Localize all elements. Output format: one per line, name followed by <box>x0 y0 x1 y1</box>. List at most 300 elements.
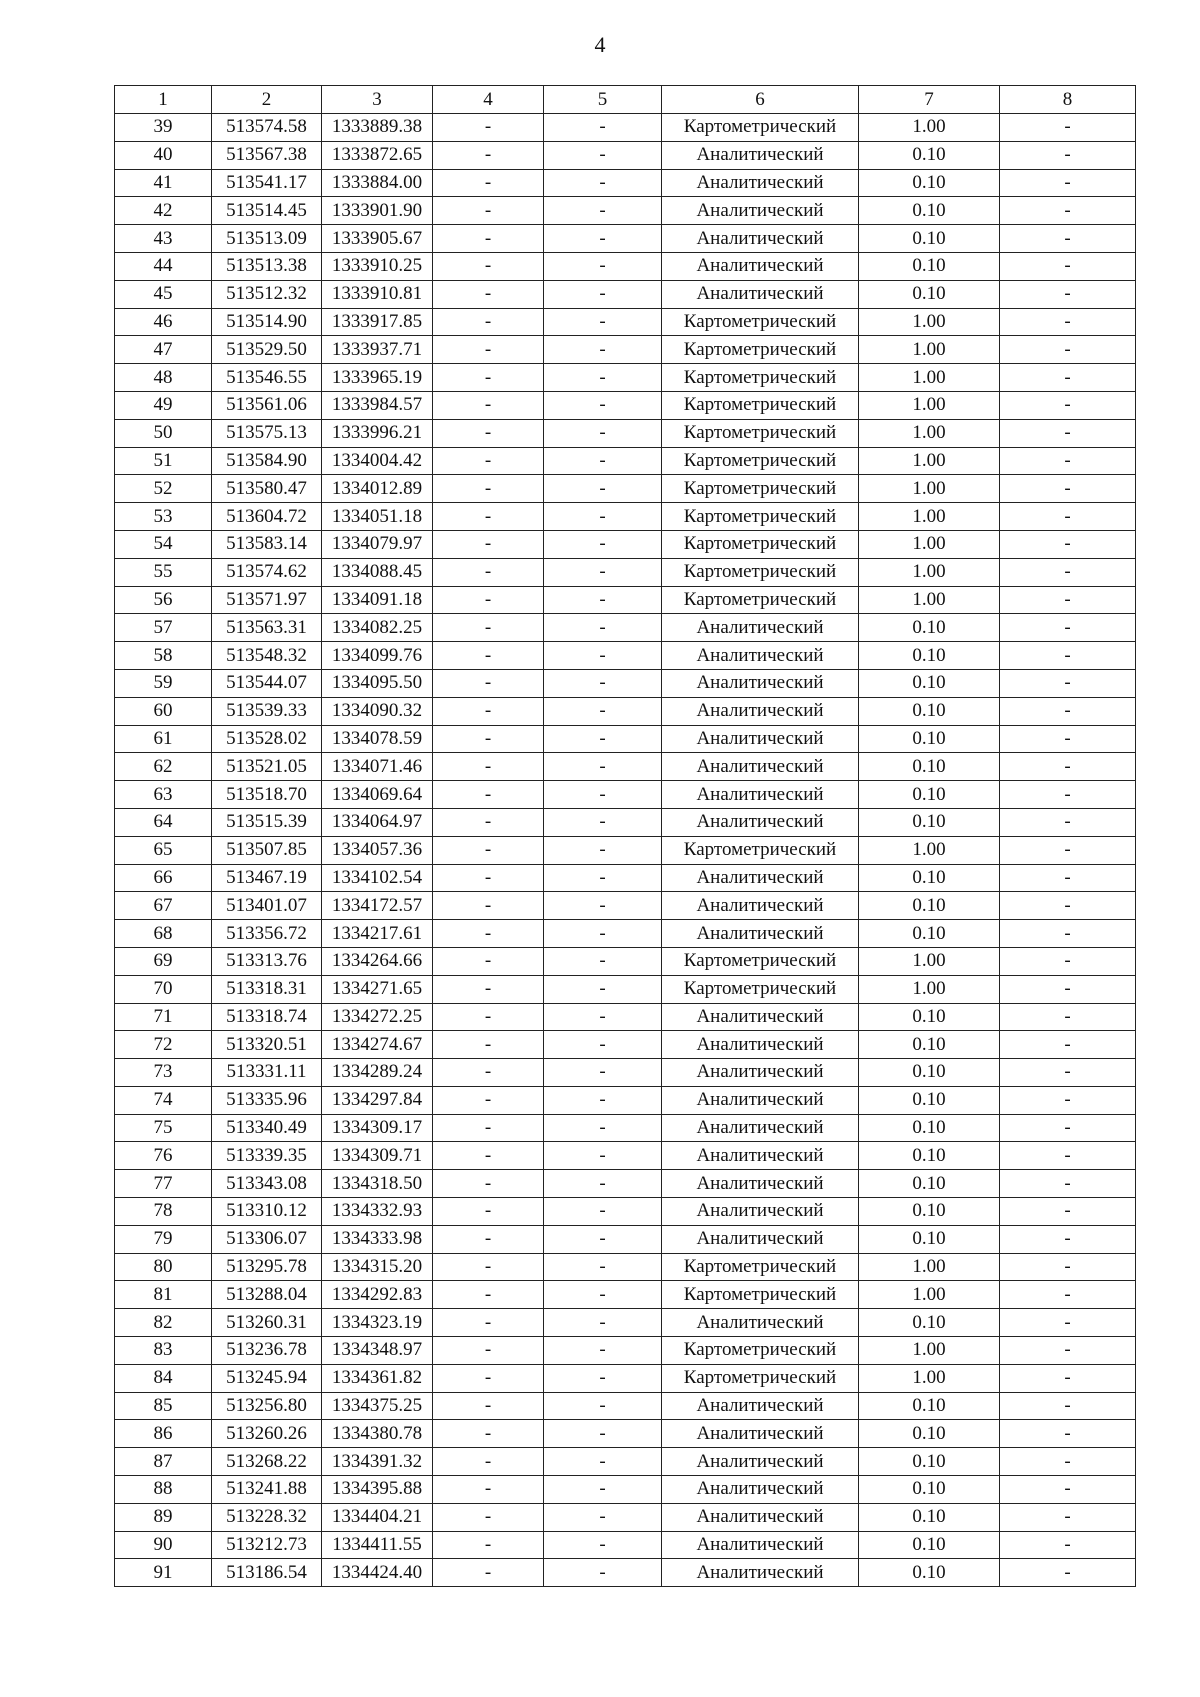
table-row <box>115 836 1136 864</box>
cell-method: Аналитический <box>662 864 859 892</box>
cell-col-4: - <box>433 530 544 558</box>
cell-col-8: - <box>1000 141 1136 169</box>
column-header-2: 2 <box>212 86 322 114</box>
cell-x-coordinate: 513513.09 <box>212 225 322 253</box>
table-row <box>115 725 1136 753</box>
cell-point-number: 51 <box>115 447 212 475</box>
table-row <box>115 808 1136 836</box>
table-row <box>115 1225 1136 1253</box>
cell-method: Аналитический <box>662 225 859 253</box>
cell-col-8: - <box>1000 975 1136 1003</box>
cell-col-8: - <box>1000 169 1136 197</box>
cell-col-4: - <box>433 1337 544 1365</box>
cell-col-5: - <box>544 475 662 503</box>
column-header-5: 5 <box>544 86 662 114</box>
cell-y-coordinate: 1334318.50 <box>322 1170 433 1198</box>
cell-x-coordinate: 513228.32 <box>212 1503 322 1531</box>
cell-y-coordinate: 1334090.32 <box>322 697 433 725</box>
cell-y-coordinate: 1334271.65 <box>322 975 433 1003</box>
cell-method: Картометрический <box>662 530 859 558</box>
cell-precision: 0.10 <box>859 642 1000 670</box>
table-row <box>115 586 1136 614</box>
cell-precision: 0.10 <box>859 892 1000 920</box>
cell-method: Аналитический <box>662 614 859 642</box>
table-row <box>115 947 1136 975</box>
cell-col-5: - <box>544 1337 662 1365</box>
cell-col-4: - <box>433 614 544 642</box>
cell-col-4: - <box>433 1420 544 1448</box>
table-row <box>115 225 1136 253</box>
cell-point-number: 70 <box>115 975 212 1003</box>
cell-y-coordinate: 1334091.18 <box>322 586 433 614</box>
cell-col-8: - <box>1000 642 1136 670</box>
cell-y-coordinate: 1334102.54 <box>322 864 433 892</box>
cell-col-5: - <box>544 920 662 948</box>
table-row <box>115 892 1136 920</box>
cell-method: Картометрический <box>662 114 859 142</box>
table-row <box>115 642 1136 670</box>
cell-col-8: - <box>1000 1309 1136 1337</box>
cell-col-4: - <box>433 1309 544 1337</box>
cell-method: Аналитический <box>662 280 859 308</box>
cell-col-5: - <box>544 1420 662 1448</box>
cell-x-coordinate: 513528.02 <box>212 725 322 753</box>
cell-x-coordinate: 513507.85 <box>212 836 322 864</box>
cell-method: Картометрический <box>662 558 859 586</box>
cell-col-8: - <box>1000 336 1136 364</box>
cell-col-4: - <box>433 947 544 975</box>
cell-precision: 0.10 <box>859 920 1000 948</box>
cell-col-8: - <box>1000 280 1136 308</box>
cell-precision: 0.10 <box>859 725 1000 753</box>
cell-col-8: - <box>1000 920 1136 948</box>
cell-col-5: - <box>544 781 662 809</box>
cell-y-coordinate: 1334064.97 <box>322 808 433 836</box>
cell-precision: 0.10 <box>859 1503 1000 1531</box>
cell-x-coordinate: 513241.88 <box>212 1476 322 1504</box>
cell-point-number: 60 <box>115 697 212 725</box>
cell-point-number: 90 <box>115 1531 212 1559</box>
cell-col-4: - <box>433 1448 544 1476</box>
cell-x-coordinate: 513260.31 <box>212 1309 322 1337</box>
cell-method: Картометрический <box>662 308 859 336</box>
cell-x-coordinate: 513467.19 <box>212 864 322 892</box>
cell-method: Картометрический <box>662 1364 859 1392</box>
cell-col-5: - <box>544 141 662 169</box>
cell-method: Картометрический <box>662 475 859 503</box>
cell-x-coordinate: 513539.33 <box>212 697 322 725</box>
cell-y-coordinate: 1334069.64 <box>322 781 433 809</box>
cell-point-number: 81 <box>115 1281 212 1309</box>
cell-col-8: - <box>1000 252 1136 280</box>
cell-col-4: - <box>433 252 544 280</box>
cell-col-5: - <box>544 808 662 836</box>
table-header-row <box>115 86 1136 114</box>
table-row <box>115 1559 1136 1587</box>
cell-method: Картометрический <box>662 419 859 447</box>
cell-point-number: 80 <box>115 1253 212 1281</box>
cell-method: Картометрический <box>662 391 859 419</box>
cell-point-number: 42 <box>115 197 212 225</box>
table-row <box>115 1503 1136 1531</box>
cell-col-8: - <box>1000 1170 1136 1198</box>
cell-col-8: - <box>1000 364 1136 392</box>
cell-x-coordinate: 513544.07 <box>212 669 322 697</box>
cell-col-4: - <box>433 503 544 531</box>
cell-method: Аналитический <box>662 808 859 836</box>
cell-point-number: 87 <box>115 1448 212 1476</box>
cell-col-5: - <box>544 447 662 475</box>
cell-point-number: 91 <box>115 1559 212 1587</box>
cell-method: Аналитический <box>662 1170 859 1198</box>
cell-col-8: - <box>1000 1281 1136 1309</box>
table-row <box>115 197 1136 225</box>
cell-y-coordinate: 1334424.40 <box>322 1559 433 1587</box>
cell-y-coordinate: 1334289.24 <box>322 1059 433 1087</box>
cell-col-5: - <box>544 280 662 308</box>
cell-point-number: 76 <box>115 1142 212 1170</box>
cell-col-5: - <box>544 1448 662 1476</box>
cell-method: Аналитический <box>662 669 859 697</box>
cell-point-number: 40 <box>115 141 212 169</box>
cell-y-coordinate: 1334404.21 <box>322 1503 433 1531</box>
table-row <box>115 1420 1136 1448</box>
cell-precision: 1.00 <box>859 586 1000 614</box>
cell-precision: 0.10 <box>859 1114 1000 1142</box>
cell-y-coordinate: 1334375.25 <box>322 1392 433 1420</box>
cell-col-8: - <box>1000 725 1136 753</box>
cell-precision: 1.00 <box>859 1253 1000 1281</box>
cell-y-coordinate: 1334361.82 <box>322 1364 433 1392</box>
cell-x-coordinate: 513186.54 <box>212 1559 322 1587</box>
cell-col-5: - <box>544 669 662 697</box>
cell-col-5: - <box>544 197 662 225</box>
cell-y-coordinate: 1334315.20 <box>322 1253 433 1281</box>
table-body <box>115 114 1136 1587</box>
table-row <box>115 475 1136 503</box>
cell-point-number: 84 <box>115 1364 212 1392</box>
table-row <box>115 669 1136 697</box>
cell-y-coordinate: 1334079.97 <box>322 530 433 558</box>
cell-y-coordinate: 1333872.65 <box>322 141 433 169</box>
cell-col-8: - <box>1000 1086 1136 1114</box>
cell-point-number: 48 <box>115 364 212 392</box>
cell-y-coordinate: 1333901.90 <box>322 197 433 225</box>
cell-x-coordinate: 513514.45 <box>212 197 322 225</box>
cell-col-4: - <box>433 864 544 892</box>
cell-col-8: - <box>1000 1559 1136 1587</box>
cell-precision: 0.10 <box>859 1198 1000 1226</box>
cell-point-number: 45 <box>115 280 212 308</box>
cell-precision: 0.10 <box>859 1309 1000 1337</box>
cell-point-number: 61 <box>115 725 212 753</box>
cell-col-8: - <box>1000 114 1136 142</box>
cell-x-coordinate: 513268.22 <box>212 1448 322 1476</box>
column-header-1: 1 <box>115 86 212 114</box>
table-row <box>115 1476 1136 1504</box>
cell-col-5: - <box>544 1364 662 1392</box>
cell-col-4: - <box>433 169 544 197</box>
cell-point-number: 85 <box>115 1392 212 1420</box>
cell-col-8: - <box>1000 892 1136 920</box>
cell-col-5: - <box>544 1476 662 1504</box>
cell-col-5: - <box>544 114 662 142</box>
cell-precision: 0.10 <box>859 141 1000 169</box>
cell-col-8: - <box>1000 1114 1136 1142</box>
cell-col-5: - <box>544 1142 662 1170</box>
cell-precision: 0.10 <box>859 1031 1000 1059</box>
cell-method: Аналитический <box>662 1059 859 1087</box>
cell-x-coordinate: 513236.78 <box>212 1337 322 1365</box>
cell-col-4: - <box>433 280 544 308</box>
cell-point-number: 58 <box>115 642 212 670</box>
cell-precision: 0.10 <box>859 1559 1000 1587</box>
cell-col-5: - <box>544 364 662 392</box>
cell-method: Аналитический <box>662 1003 859 1031</box>
table-row <box>115 920 1136 948</box>
cell-precision: 1.00 <box>859 503 1000 531</box>
cell-point-number: 41 <box>115 169 212 197</box>
cell-point-number: 52 <box>115 475 212 503</box>
cell-precision: 0.10 <box>859 669 1000 697</box>
cell-col-5: - <box>544 503 662 531</box>
cell-x-coordinate: 513514.90 <box>212 308 322 336</box>
cell-precision: 0.10 <box>859 225 1000 253</box>
cell-col-5: - <box>544 753 662 781</box>
cell-col-4: - <box>433 1142 544 1170</box>
cell-col-5: - <box>544 1309 662 1337</box>
cell-precision: 1.00 <box>859 1337 1000 1365</box>
cell-method: Аналитический <box>662 1225 859 1253</box>
cell-col-5: - <box>544 1253 662 1281</box>
cell-y-coordinate: 1333910.81 <box>322 280 433 308</box>
cell-col-8: - <box>1000 864 1136 892</box>
cell-precision: 1.00 <box>859 475 1000 503</box>
cell-col-4: - <box>433 141 544 169</box>
cell-col-8: - <box>1000 586 1136 614</box>
cell-method: Аналитический <box>662 1031 859 1059</box>
cell-col-5: - <box>544 419 662 447</box>
page-number: 4 <box>594 32 606 57</box>
cell-point-number: 72 <box>115 1031 212 1059</box>
table-row <box>115 1392 1136 1420</box>
cell-precision: 0.10 <box>859 280 1000 308</box>
table-row <box>115 1114 1136 1142</box>
cell-method: Картометрический <box>662 836 859 864</box>
table-row <box>115 975 1136 1003</box>
cell-y-coordinate: 1334088.45 <box>322 558 433 586</box>
cell-x-coordinate: 513245.94 <box>212 1364 322 1392</box>
cell-y-coordinate: 1334309.71 <box>322 1142 433 1170</box>
cell-col-4: - <box>433 1476 544 1504</box>
cell-col-5: - <box>544 391 662 419</box>
cell-col-4: - <box>433 808 544 836</box>
cell-x-coordinate: 513320.51 <box>212 1031 322 1059</box>
cell-x-coordinate: 513515.39 <box>212 808 322 836</box>
cell-point-number: 89 <box>115 1503 212 1531</box>
cell-col-4: - <box>433 391 544 419</box>
cell-precision: 0.10 <box>859 252 1000 280</box>
cell-point-number: 59 <box>115 669 212 697</box>
cell-x-coordinate: 513583.14 <box>212 530 322 558</box>
table-row <box>115 1531 1136 1559</box>
cell-col-5: - <box>544 642 662 670</box>
cell-precision: 1.00 <box>859 836 1000 864</box>
cell-col-8: - <box>1000 225 1136 253</box>
cell-precision: 1.00 <box>859 1364 1000 1392</box>
table-row <box>115 252 1136 280</box>
cell-col-5: - <box>544 697 662 725</box>
cell-col-8: - <box>1000 447 1136 475</box>
cell-col-4: - <box>433 1170 544 1198</box>
cell-precision: 0.10 <box>859 864 1000 892</box>
cell-col-5: - <box>544 1031 662 1059</box>
cell-y-coordinate: 1334323.19 <box>322 1309 433 1337</box>
table-row <box>115 753 1136 781</box>
cell-col-5: - <box>544 1059 662 1087</box>
column-header-7: 7 <box>859 86 1000 114</box>
cell-point-number: 46 <box>115 308 212 336</box>
cell-method: Картометрический <box>662 586 859 614</box>
cell-y-coordinate: 1334292.83 <box>322 1281 433 1309</box>
cell-y-coordinate: 1333910.25 <box>322 252 433 280</box>
cell-col-8: - <box>1000 947 1136 975</box>
cell-point-number: 50 <box>115 419 212 447</box>
cell-method: Аналитический <box>662 1531 859 1559</box>
cell-method: Картометрический <box>662 503 859 531</box>
cell-x-coordinate: 513575.13 <box>212 419 322 447</box>
cell-method: Аналитический <box>662 892 859 920</box>
cell-y-coordinate: 1334051.18 <box>322 503 433 531</box>
cell-x-coordinate: 513306.07 <box>212 1225 322 1253</box>
cell-point-number: 65 <box>115 836 212 864</box>
column-header-3: 3 <box>322 86 433 114</box>
cell-y-coordinate: 1334395.88 <box>322 1476 433 1504</box>
cell-x-coordinate: 513212.73 <box>212 1531 322 1559</box>
cell-x-coordinate: 513563.31 <box>212 614 322 642</box>
cell-precision: 1.00 <box>859 447 1000 475</box>
cell-col-4: - <box>433 225 544 253</box>
cell-col-4: - <box>433 419 544 447</box>
cell-x-coordinate: 513339.35 <box>212 1142 322 1170</box>
column-header-6: 6 <box>662 86 859 114</box>
cell-point-number: 63 <box>115 781 212 809</box>
cell-method: Аналитический <box>662 920 859 948</box>
table-row <box>115 1281 1136 1309</box>
cell-point-number: 88 <box>115 1476 212 1504</box>
cell-method: Картометрический <box>662 336 859 364</box>
cell-col-4: - <box>433 1531 544 1559</box>
cell-point-number: 69 <box>115 947 212 975</box>
cell-col-8: - <box>1000 419 1136 447</box>
cell-y-coordinate: 1334012.89 <box>322 475 433 503</box>
cell-method: Аналитический <box>662 1448 859 1476</box>
cell-method: Картометрический <box>662 1337 859 1365</box>
table-row <box>115 1448 1136 1476</box>
cell-col-5: - <box>544 1086 662 1114</box>
cell-col-4: - <box>433 1559 544 1587</box>
cell-x-coordinate: 513541.17 <box>212 169 322 197</box>
cell-x-coordinate: 513310.12 <box>212 1198 322 1226</box>
cell-method: Аналитический <box>662 1559 859 1587</box>
cell-col-8: - <box>1000 1003 1136 1031</box>
cell-y-coordinate: 1333965.19 <box>322 364 433 392</box>
cell-col-8: - <box>1000 836 1136 864</box>
cell-y-coordinate: 1333917.85 <box>322 308 433 336</box>
table-row <box>115 141 1136 169</box>
cell-col-5: - <box>544 169 662 197</box>
cell-precision: 1.00 <box>859 558 1000 586</box>
cell-method: Аналитический <box>662 781 859 809</box>
cell-point-number: 44 <box>115 252 212 280</box>
cell-point-number: 56 <box>115 586 212 614</box>
cell-y-coordinate: 1334380.78 <box>322 1420 433 1448</box>
cell-x-coordinate: 513260.26 <box>212 1420 322 1448</box>
cell-col-8: - <box>1000 1364 1136 1392</box>
cell-point-number: 55 <box>115 558 212 586</box>
cell-col-4: - <box>433 1253 544 1281</box>
table-row <box>115 1253 1136 1281</box>
cell-col-8: - <box>1000 1392 1136 1420</box>
cell-x-coordinate: 513335.96 <box>212 1086 322 1114</box>
table-row <box>115 419 1136 447</box>
table-row <box>115 1170 1136 1198</box>
cell-x-coordinate: 513318.74 <box>212 1003 322 1031</box>
cell-col-4: - <box>433 836 544 864</box>
cell-precision: 1.00 <box>859 114 1000 142</box>
cell-point-number: 64 <box>115 808 212 836</box>
cell-precision: 1.00 <box>859 530 1000 558</box>
cell-col-8: - <box>1000 1142 1136 1170</box>
cell-point-number: 66 <box>115 864 212 892</box>
cell-col-4: - <box>433 114 544 142</box>
cell-col-8: - <box>1000 1476 1136 1504</box>
cell-col-4: - <box>433 1392 544 1420</box>
cell-point-number: 47 <box>115 336 212 364</box>
cell-col-4: - <box>433 1364 544 1392</box>
cell-col-4: - <box>433 697 544 725</box>
cell-col-5: - <box>544 530 662 558</box>
cell-method: Аналитический <box>662 1198 859 1226</box>
cell-col-5: - <box>544 586 662 614</box>
cell-col-4: - <box>433 336 544 364</box>
cell-col-4: - <box>433 558 544 586</box>
cell-col-5: - <box>544 1003 662 1031</box>
cell-col-8: - <box>1000 558 1136 586</box>
cell-x-coordinate: 513571.97 <box>212 586 322 614</box>
cell-col-5: - <box>544 1559 662 1587</box>
cell-x-coordinate: 513401.07 <box>212 892 322 920</box>
cell-point-number: 49 <box>115 391 212 419</box>
cell-method: Аналитический <box>662 697 859 725</box>
cell-precision: 0.10 <box>859 781 1000 809</box>
cell-method: Аналитический <box>662 725 859 753</box>
cell-point-number: 74 <box>115 1086 212 1114</box>
cell-col-4: - <box>433 1503 544 1531</box>
cell-y-coordinate: 1334332.93 <box>322 1198 433 1226</box>
cell-col-5: - <box>544 1114 662 1142</box>
cell-y-coordinate: 1333984.57 <box>322 391 433 419</box>
table-row <box>115 1003 1136 1031</box>
cell-method: Аналитический <box>662 753 859 781</box>
cell-col-4: - <box>433 920 544 948</box>
cell-y-coordinate: 1333996.21 <box>322 419 433 447</box>
cell-col-8: - <box>1000 1420 1136 1448</box>
cell-col-8: - <box>1000 308 1136 336</box>
cell-y-coordinate: 1334297.84 <box>322 1086 433 1114</box>
cell-col-8: - <box>1000 1059 1136 1087</box>
cell-x-coordinate: 513318.31 <box>212 975 322 1003</box>
